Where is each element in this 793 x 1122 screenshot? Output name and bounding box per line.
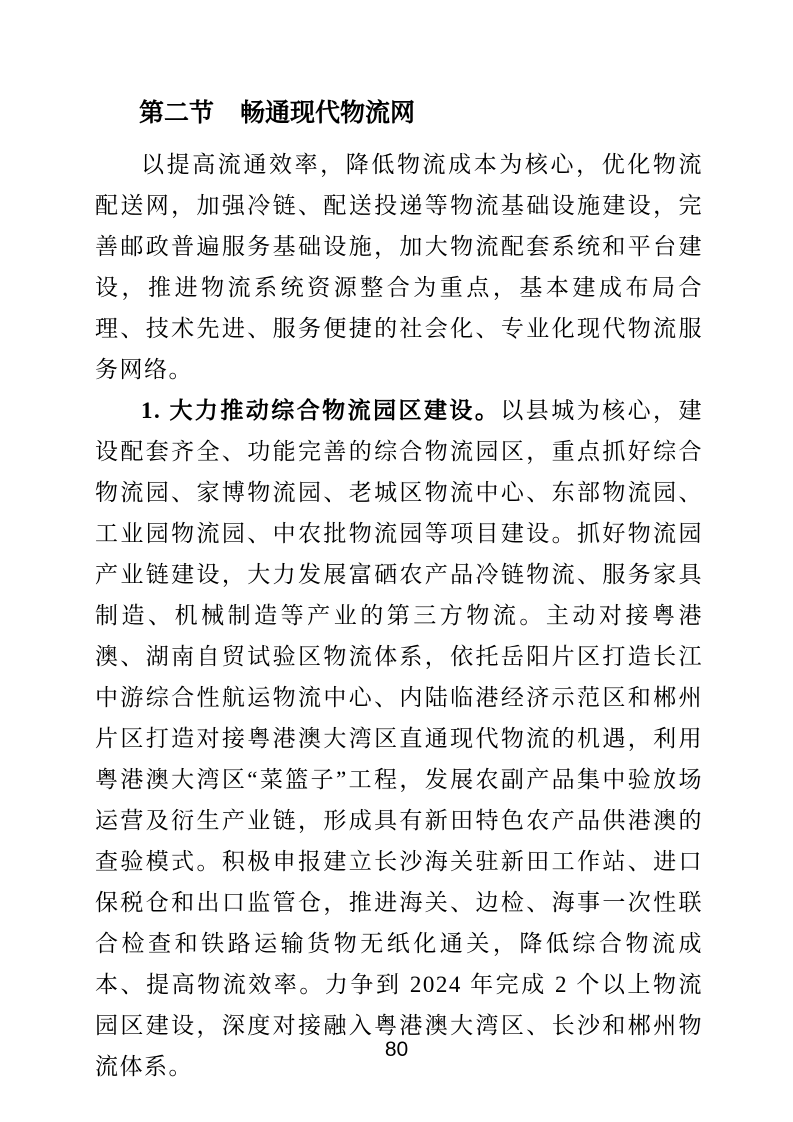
section-title: 畅通现代物流网 bbox=[240, 100, 416, 127]
paragraph-2 bbox=[95, 390, 703, 1087]
paragraph-2-lead: 1. 大力推动综合物流园区建设。 bbox=[141, 398, 501, 423]
paragraph-2-text: 以县城为核心，建设配套齐全、功能完善的综合物流园区，重点抓好综合物流园、家博物流园、老城区物流中心、东部物流园、工业园物流园、中农批物流园等项目建设。抓好物流园产业链建设，大力发展富硒农产品冷链物流、服务家具制造、机械制造等产业的第三方物流。主动对接粤港澳、湖南自贸试验区物流体系，依托岳阳片区打造长江中游综合性航运物流中心、内陆临港经济示范区和郴州片区打造对接粤港澳大湾区直通现代物流的机遇，利用粤港澳大湾区“菜篮子”工程，发展农副产品集中验放场运营及衍生产业链，形成具有新田特色农产品供港澳的查验模式。积极申报建立长沙海关驻新田工作站、进口保税仓和出口监管仓，推进海关、边检、海事一次性联合检查和铁路运输货物无纸化通关，降低综合物流成本、提高物流效率。力争到 2024 年完成 2 个以上物流园区建设，深度对接融入粤港澳大湾区、长沙和郴州物流体系。 bbox=[95, 398, 704, 1079]
page-footer bbox=[0, 1038, 793, 1062]
section-number: 第二节 bbox=[139, 100, 215, 127]
paragraph-1-text: 以提高流通效率，降低物流成本为核心，优化物流配送网，加强冷链、配送投递等物流基础设施建设，完善邮政普遍服务基础设施，加大物流配套系统和平台建设，推进物流系统资源整合为重点，基本建成布局合理、技术先进、服务便捷的社会化、专业化现代物流服务网络。 bbox=[95, 152, 703, 382]
paragraph-1 bbox=[95, 144, 703, 390]
page-content bbox=[95, 96, 703, 1087]
section-heading bbox=[139, 96, 703, 132]
page-number: 80 bbox=[384, 1038, 409, 1061]
